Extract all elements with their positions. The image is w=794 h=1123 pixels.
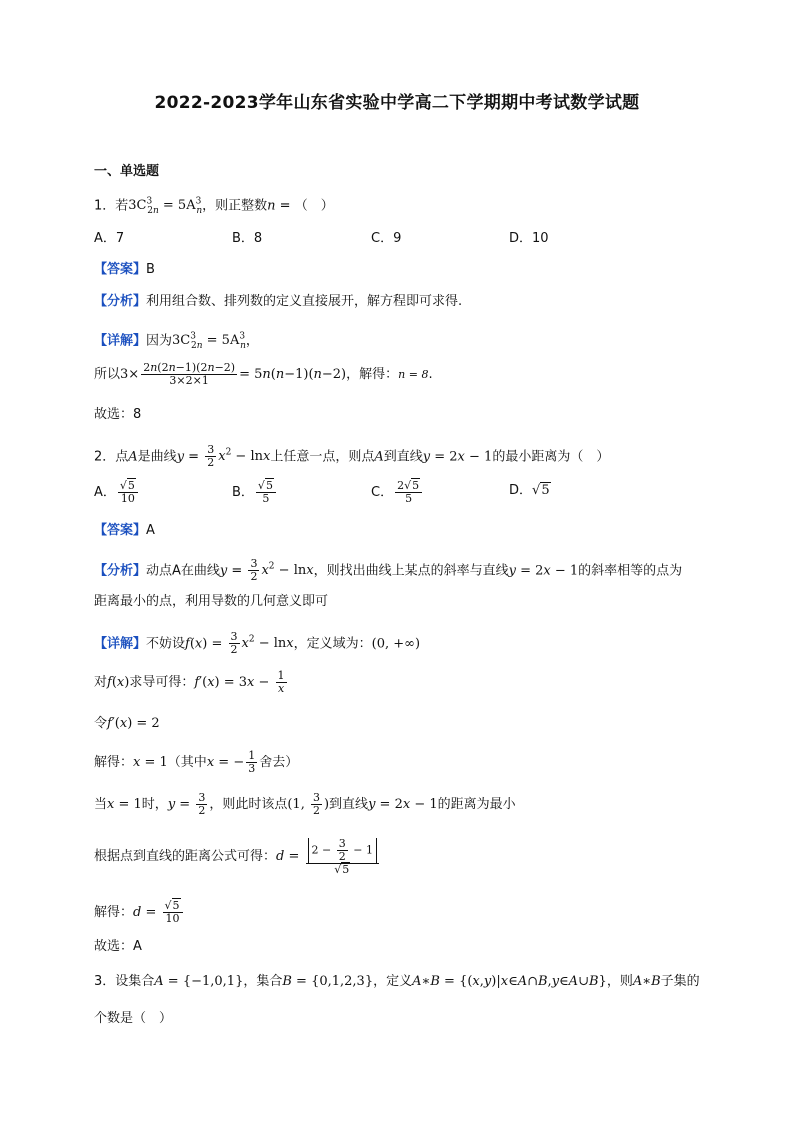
q2-option-a: A． $\frac{√5}{10}$ — [94, 478, 140, 508]
q2-result: 解得：d = $\frac{√5}{10}$ — [94, 898, 185, 928]
q1-detail: 【详解】因为$3C^3_{2n} = 5A^3_n$， — [94, 332, 259, 351]
option-b: B．8 — [232, 231, 263, 246]
option-c: C．9 — [371, 231, 402, 246]
q2-conclusion: 故选：A — [94, 939, 142, 954]
q2-when: 当x = 1时，y = $\frac{3}{2}$ ，则此时该点(1, $\frac{3}{2}$ )到直线y = 2x − 1的距离为最小 — [94, 791, 516, 817]
q2-formula: 根据点到直线的距离公式可得：d = 2 − $\frac{3}{2}$ − 1 √5 — [94, 833, 381, 881]
q2-analysis: 【分析】动点A在曲线y = $\frac{3}{2}$ $x^2 - \ln x$，则找出曲线上某点的斜率与直线y = 2x − 1的斜率相等的点为 — [94, 557, 683, 584]
q2-detail-1: 【详解】不妨设f(x) = $\frac{3}{2}$ $x^2 - \ln x$，定义域为：(0, +∞) — [94, 630, 421, 657]
section-heading: 一、单选题 — [94, 164, 160, 179]
question-3-cont: 个数是（ ） — [94, 1011, 173, 1026]
question-3: 3．设集合A = {−1,0,1}，集合B = {0,1,2,3}，定义A∗B = {(x,y)|x∈A∩B,y∈A∪B}，则A∗B子集的 — [94, 974, 700, 989]
question-1: 1．若$3C^3_{2n} = 5A^3_n$，则正整数n = （ ） — [94, 197, 334, 216]
q1-step2: 所以3× $\frac{2n(2n-1)(2n-2)}{3\times 2\times 1}$ = 5n(n−1)(n−2)，解得：n = 8. — [94, 361, 433, 387]
q2-derivative: 对f(x)求导可得：f′(x) = 3x − $\frac{1}{x}$ — [94, 669, 285, 695]
q2-analysis-cont: 距离最小的点，利用导数的几何意义即可 — [94, 594, 329, 609]
option-a: A．7 — [94, 231, 125, 246]
q1-conclusion: 故选：8 — [94, 407, 142, 422]
q2-set: 令f′(x) = 2 — [94, 716, 160, 731]
question-2: 2．点A是曲线y = $\frac{3}{2}$ $x^2 - \ln x$上任意一点，则点A到直线y = 2x − 1的最小距离为（ ） — [94, 443, 610, 470]
q2-option-d: D．√5 — [509, 483, 550, 498]
q1-answer: 【答案】B — [94, 262, 155, 277]
page-title: 2022-2023学年山东省实验中学高二下学期期中考试数学试题 — [154, 93, 640, 113]
option-d: D．10 — [509, 231, 549, 246]
q2-solve: 解得：x = 1（其中x = − $\frac{1}{3}$ 舍去） — [94, 749, 299, 775]
q2-option-c: C． $\frac{2√5}{5}$ — [371, 478, 424, 508]
q2-option-b: B． $\frac{√5}{5}$ — [232, 478, 278, 508]
q1-analysis: 【分析】利用组合数、排列数的定义直接展开，解方程即可求得. — [94, 294, 463, 309]
q2-answer: 【答案】A — [94, 523, 155, 538]
